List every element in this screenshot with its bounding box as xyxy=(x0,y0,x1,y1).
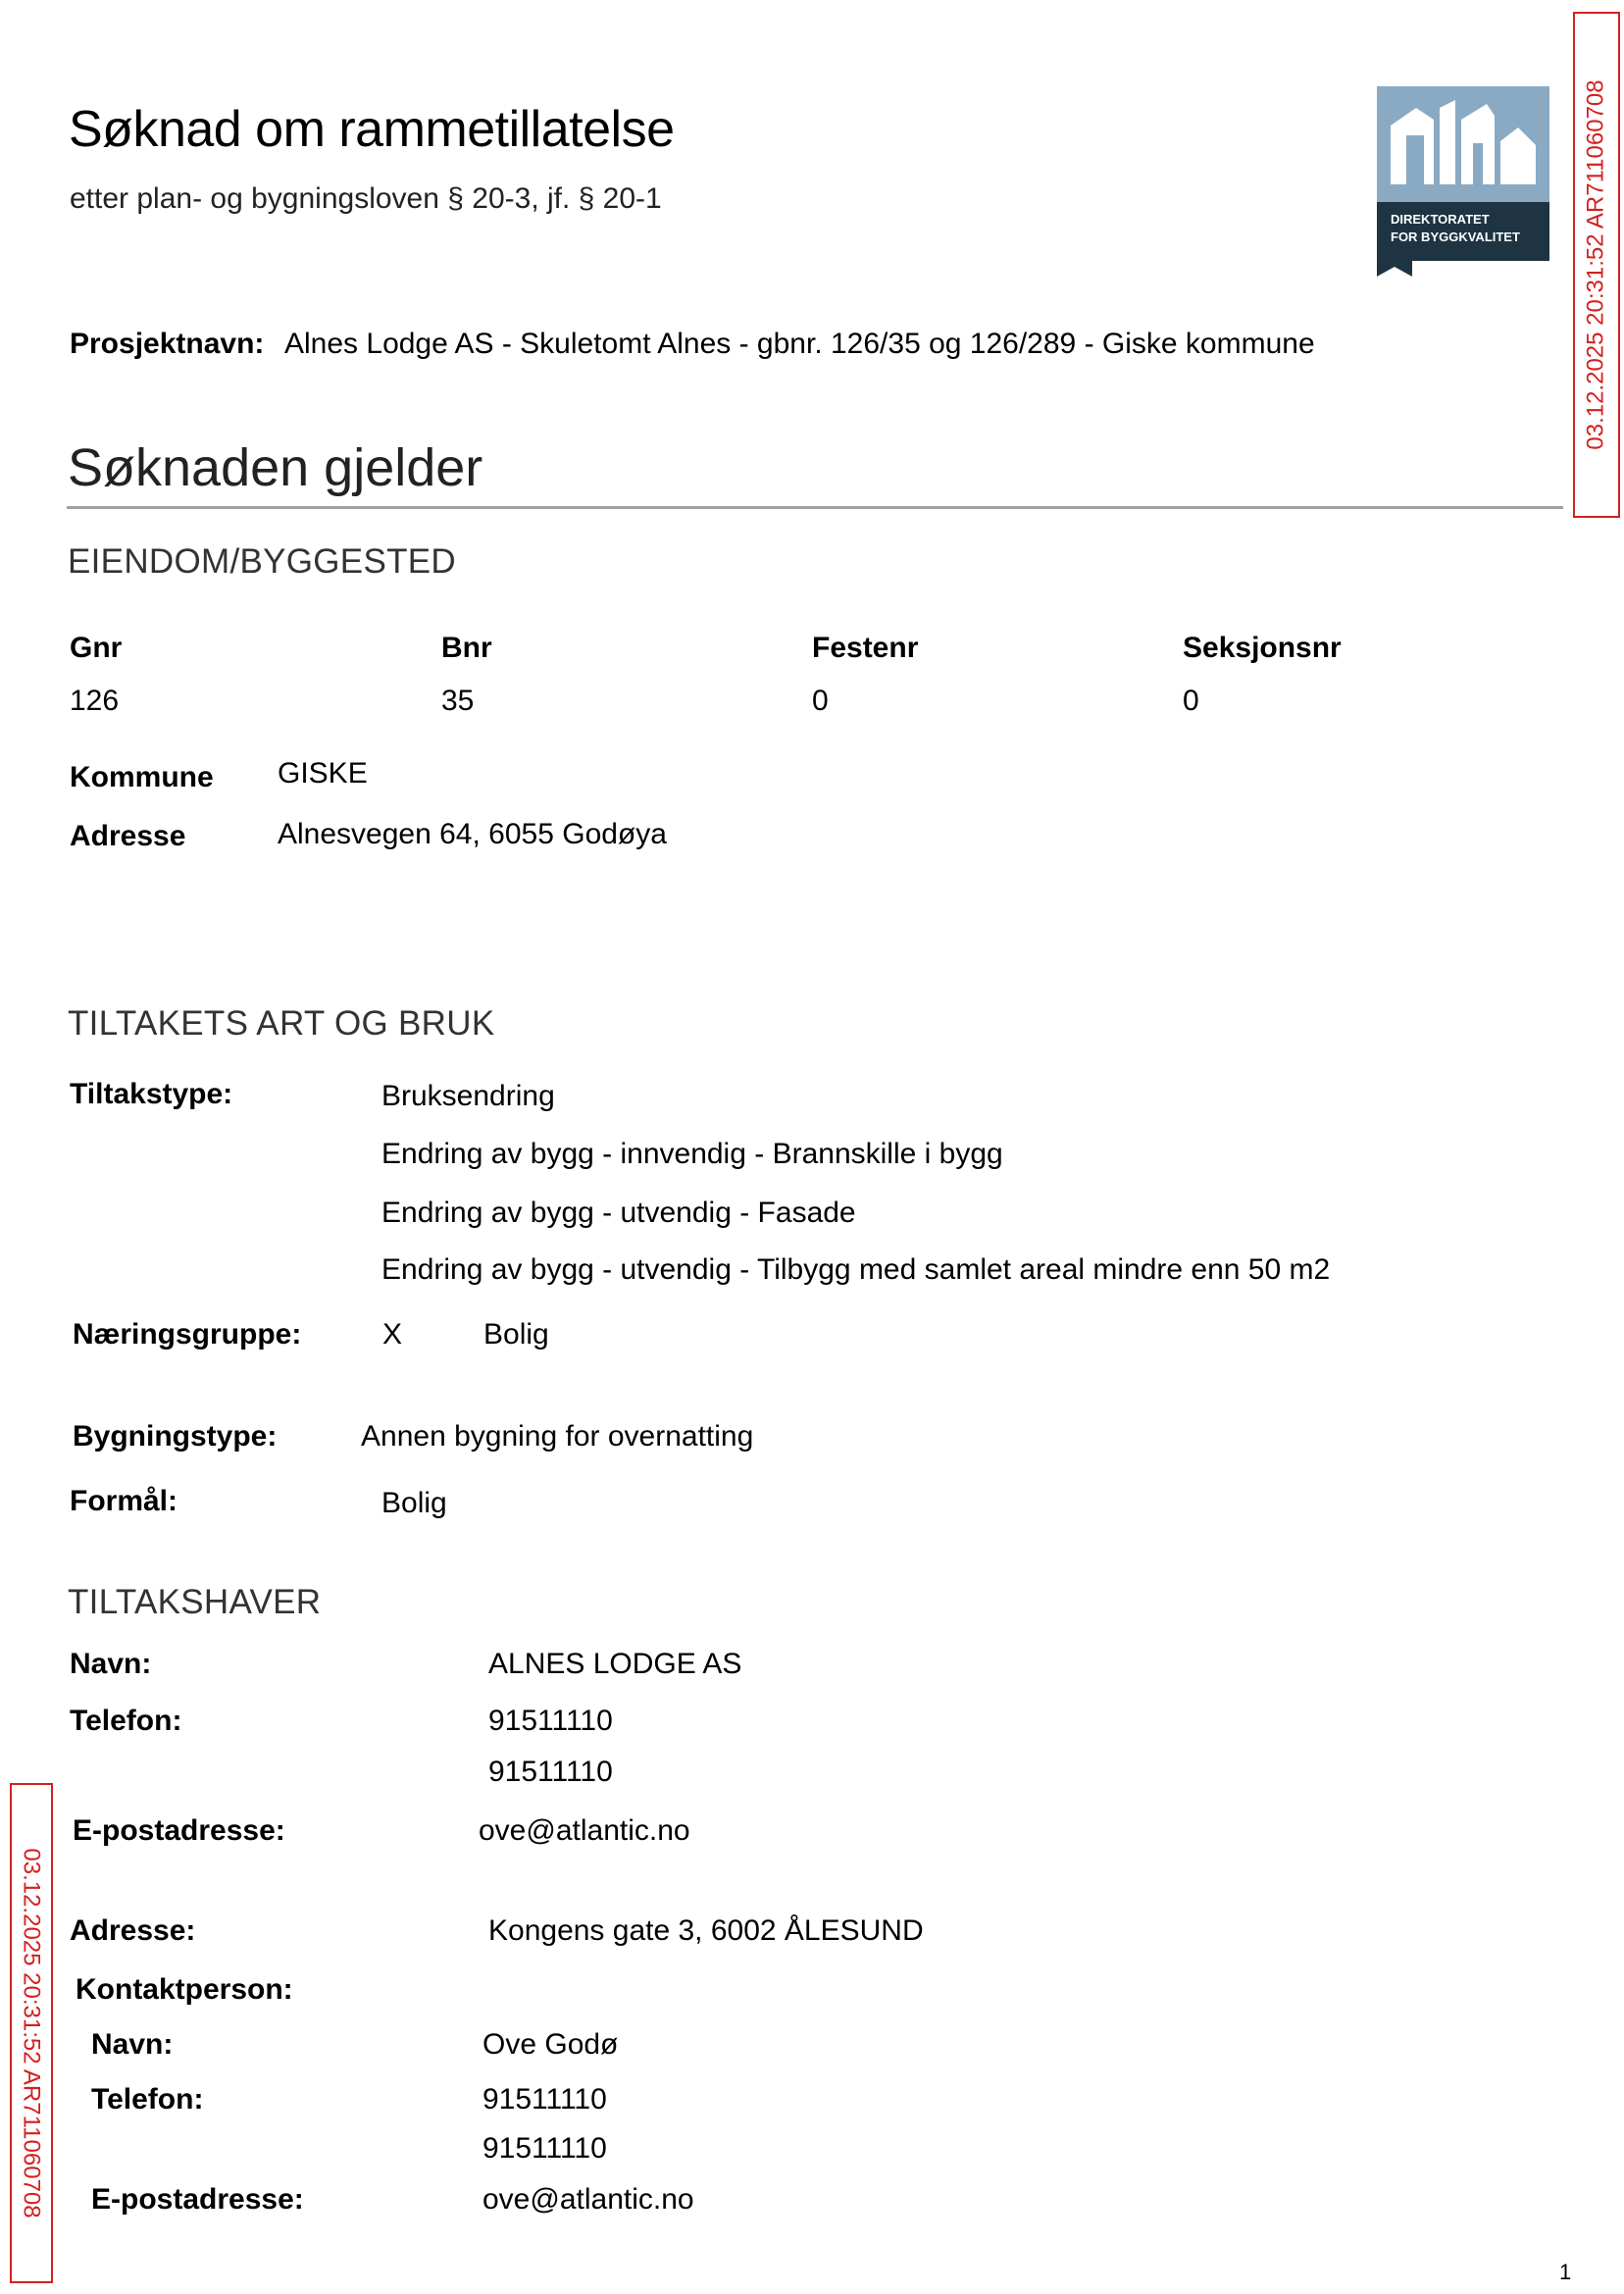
naeringsgruppe-value: Bolig xyxy=(483,1318,549,1351)
festenr-label: Festenr xyxy=(812,632,919,664)
bygningstype-value: Annen bygning for overnatting xyxy=(361,1420,754,1453)
kontakt-navn-value: Ove Godø xyxy=(482,2028,619,2061)
measure-heading: TILTAKETS ART OG BRUK xyxy=(68,1004,495,1043)
bnr-value: 35 xyxy=(441,685,475,717)
bnr-label: Bnr xyxy=(441,632,492,664)
seksjonsnr-label: Seksjonsnr xyxy=(1183,632,1342,664)
owner-heading: TILTAKSHAVER xyxy=(68,1583,322,1621)
logo-text-line1: DIREKTORATET xyxy=(1391,212,1490,227)
adresse-label: Adresse xyxy=(70,820,186,852)
page-title: Søknad om rammetillatelse xyxy=(69,101,675,158)
page-subtitle: etter plan- og bygningsloven § 20-3, jf. § 20-1 xyxy=(70,182,662,215)
project-value: Alnes Lodge AS - Skuletomt Alnes - gbnr. 126/35 og 126/289 - Giske kommune xyxy=(284,328,1315,360)
owner-epost-label: E-postadresse: xyxy=(73,1814,285,1847)
kontakt-telefon-value: 91511110 xyxy=(482,2132,607,2165)
section-divider xyxy=(67,506,1563,509)
kontakt-epost-label: E-postadresse: xyxy=(91,2183,304,2216)
kommune-label: Kommune xyxy=(70,761,214,793)
receipt-stamp xyxy=(10,1783,53,2283)
owner-epost-value: ove@atlantic.no xyxy=(479,1814,690,1847)
receipt-stamp xyxy=(1573,12,1620,518)
kommune-value: GISKE xyxy=(278,757,368,790)
page-number: 1 xyxy=(1559,2260,1572,2284)
owner-navn-value: ALNES LODGE AS xyxy=(488,1648,742,1680)
kontakt-navn-label: Navn: xyxy=(91,2028,174,2061)
naeringsgruppe-code: X xyxy=(382,1318,403,1351)
kontakt-telefon-label: Telefon: xyxy=(91,2083,204,2116)
owner-adresse-label: Adresse: xyxy=(70,1914,196,1947)
seksjonsnr-value: 0 xyxy=(1183,685,1199,717)
owner-navn-label: Navn: xyxy=(70,1648,152,1680)
kontakt-telefon-value: 91511110 xyxy=(482,2083,607,2116)
receipt-stamp-text: 03.12.2025 20:31:52 AR711060708 xyxy=(1583,79,1609,450)
formaal-value: Bolig xyxy=(381,1487,447,1519)
project-label: Prosjektnavn: xyxy=(70,328,265,360)
bygningstype-label: Bygningstype: xyxy=(73,1420,278,1453)
dibk-logo xyxy=(1377,86,1549,277)
tiltakstype-item: Bruksendring xyxy=(381,1080,555,1112)
tiltakstype-item: Endring av bygg - utvendig - Fasade xyxy=(381,1197,856,1229)
logo-text-line2: FOR BYGGKVALITET xyxy=(1391,229,1520,244)
owner-adresse-value: Kongens gate 3, 6002 ÅLESUND xyxy=(488,1914,924,1947)
kontaktperson-label: Kontaktperson: xyxy=(76,1973,293,2006)
receipt-stamp-text: 03.12.2025 20:31:52 AR711060708 xyxy=(19,1848,45,2218)
kontakt-epost-value: ove@atlantic.no xyxy=(482,2183,694,2216)
tiltakstype-item: Endring av bygg - utvendig - Tilbygg med samlet areal mindre enn 50 m2 xyxy=(381,1253,1331,1286)
tiltakstype-label: Tiltakstype: xyxy=(70,1078,233,1110)
property-heading: EIENDOM/BYGGESTED xyxy=(68,542,456,581)
adresse-value: Alnesvegen 64, 6055 Godøya xyxy=(278,818,667,850)
gnr-value: 126 xyxy=(70,685,120,717)
owner-telefon-label: Telefon: xyxy=(70,1705,182,1737)
gnr-label: Gnr xyxy=(70,632,123,664)
naeringsgruppe-label: Næringsgruppe: xyxy=(73,1318,302,1351)
owner-telefon-value: 91511110 xyxy=(488,1705,613,1737)
tiltakstype-item: Endring av bygg - innvendig - Brannskille i bygg xyxy=(381,1138,1003,1170)
section-heading: Søknaden gjelder xyxy=(68,438,483,497)
festenr-value: 0 xyxy=(812,685,829,717)
owner-telefon-value: 91511110 xyxy=(488,1756,613,1788)
formaal-label: Formål: xyxy=(70,1485,178,1517)
